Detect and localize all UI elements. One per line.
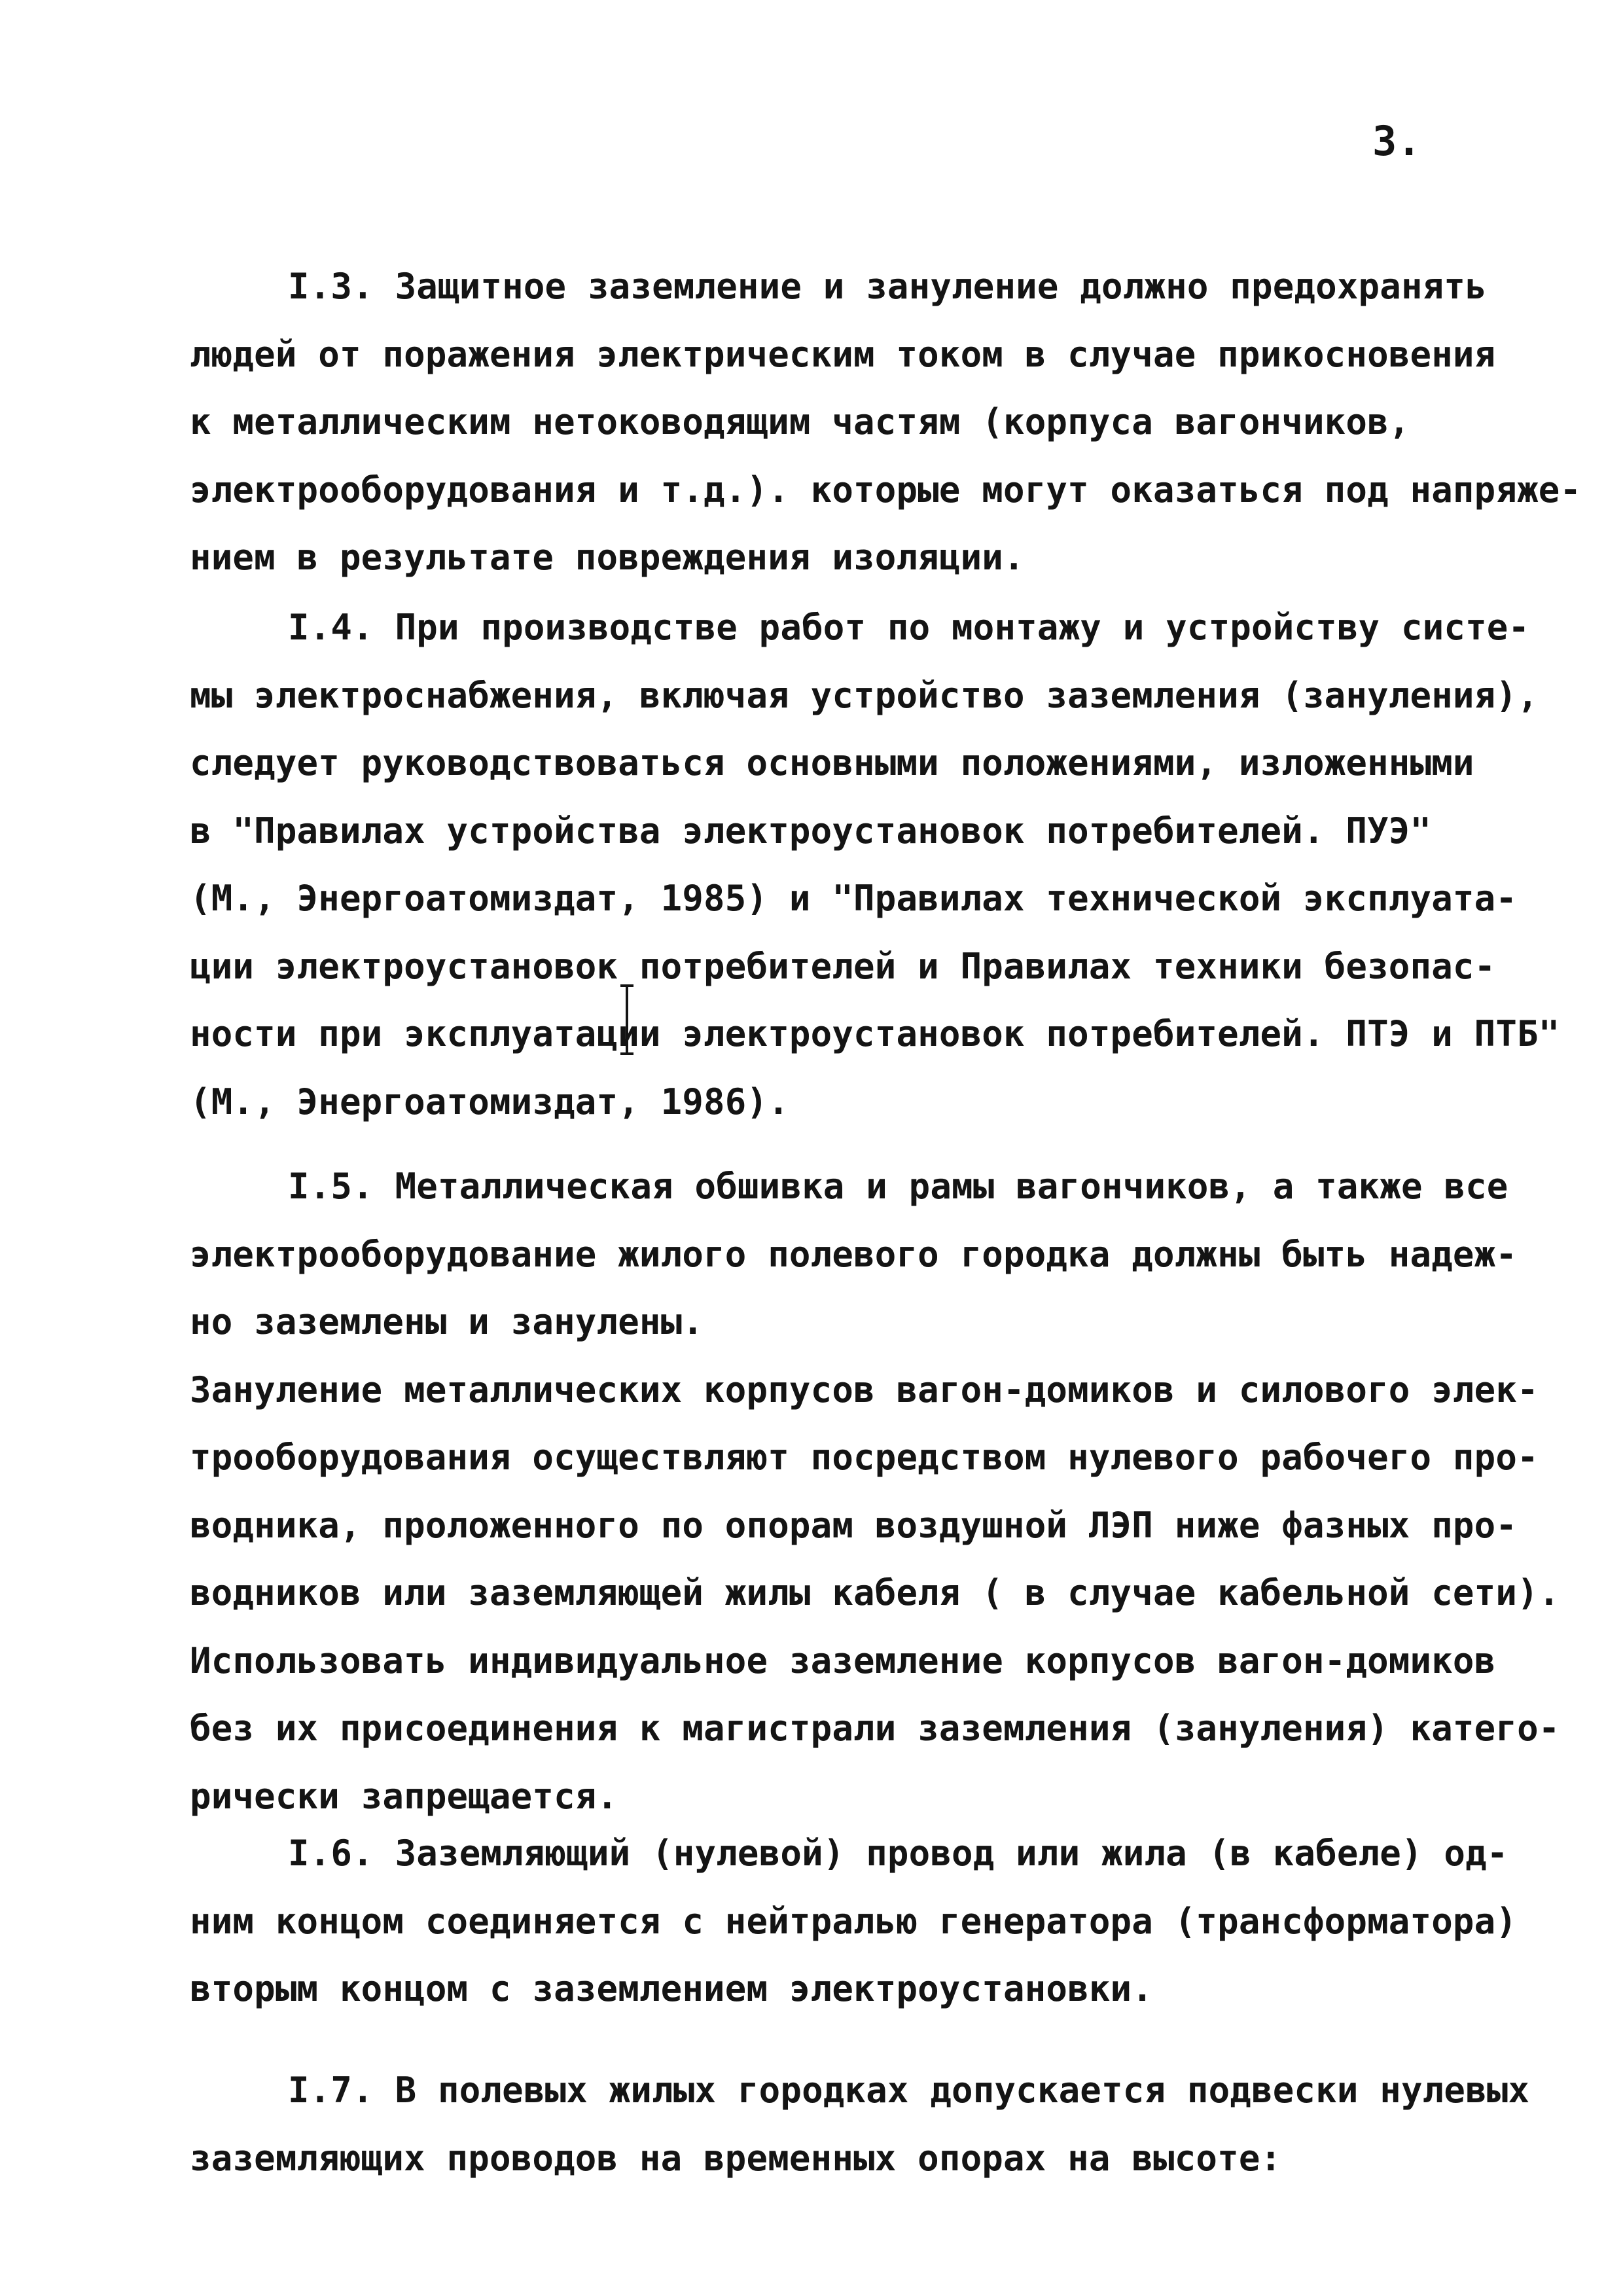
section-text: При производстве работ по монтажу и устройству систе-	[395, 607, 1530, 648]
section-text: следует руководствоваться основными положениями, изложенными	[190, 742, 1474, 783]
section-number: I.6.	[288, 1833, 374, 1874]
section-number: I.7.	[288, 2070, 374, 2111]
section-1-5-line-1	[190, 1153, 1610, 1221]
section-1-4-line-1	[190, 594, 1610, 662]
section-1-5	[190, 1153, 1610, 1830]
section-text: нием в результате повреждения изоляции.	[190, 537, 1025, 578]
section-text: людей от поражения электрическим током в случае прикосновения	[190, 333, 1496, 375]
section-text: ним концом соединяется с нейтралью генератора (трансформатора)	[190, 1900, 1518, 1942]
section-text: вторым концом с заземлением электроустановки.	[190, 1968, 1153, 2009]
section-text: мы электроснабжения, включая устройство заземления (зануления),	[190, 674, 1539, 716]
section-text: Зануление металлических корпусов вагон-домиков и силового элек-	[190, 1369, 1539, 1410]
section-text: Заземляющий (нулевой) провод или жила (в кабеле) од-	[395, 1833, 1508, 1874]
section-text: заземляющих проводов на временных опорах на высоте:	[190, 2137, 1282, 2179]
section-text: (М., Энергоатомиздат, 1985) и "Правилах технической эксплуата-	[190, 878, 1518, 919]
section-number: I.5.	[288, 1166, 374, 1207]
section-text: В полевых жилых городках допускается подвески нулевых	[395, 2070, 1530, 2111]
section-number: I.4.	[288, 607, 374, 648]
section-text: но заземлены и занулены.	[190, 1301, 704, 1342]
section-text: электрооборудования и т.д.). которые могут оказаться под напряже-	[190, 469, 1582, 511]
page-number: 3.	[1372, 117, 1421, 165]
section-1-4	[190, 594, 1610, 1136]
section-text: рически запрещается.	[190, 1775, 618, 1817]
section-text: (М., Энергоатомиздат, 1986).	[190, 1081, 789, 1122]
section-number: I.3.	[288, 266, 374, 307]
section-text: Защитное заземление и зануление должно предохранять	[395, 266, 1487, 307]
text-cursor-icon	[618, 983, 635, 1056]
section-1-7	[190, 2056, 1610, 2192]
section-text: водника, проложенного по опорам воздушной ЛЭП ниже фазных про-	[190, 1504, 1518, 1546]
section-text: Металлическая обшивка и рамы вагончиков, а также все	[395, 1166, 1508, 1207]
section-1-7-line-1	[190, 2056, 1610, 2125]
section-1-3	[190, 253, 1610, 592]
section-text: ности при эксплуатации электроустановок потребителей. ПТЭ и ПТБ"	[190, 1013, 1560, 1054]
section-text: ции электроустановок потребителей и Правилах техники безопас-	[190, 945, 1496, 987]
section-1-3-line-1	[190, 253, 1610, 321]
section-text: без их присоединения к магистрали заземления (зануления) катего-	[190, 1708, 1560, 1749]
section-text: водников или заземляющей жилы кабеля ( в случае кабельной сети).	[190, 1572, 1560, 1613]
section-1-6-line-1	[190, 1820, 1610, 1888]
section-1-6	[190, 1820, 1610, 2023]
section-text: Использовать индивидуальное заземление корпусов вагон-домиков	[190, 1640, 1496, 1681]
section-text: трооборудования осуществляют посредством нулевого рабочего про-	[190, 1437, 1539, 1478]
section-text: электрооборудование жилого полевого городка должны быть надеж-	[190, 1233, 1518, 1275]
section-text: к металлическим нетоководящим частям (корпуса вагончиков,	[190, 401, 1410, 442]
section-text: в "Правилах устройства электроустановок потребителей. ПУЭ"	[190, 810, 1432, 852]
